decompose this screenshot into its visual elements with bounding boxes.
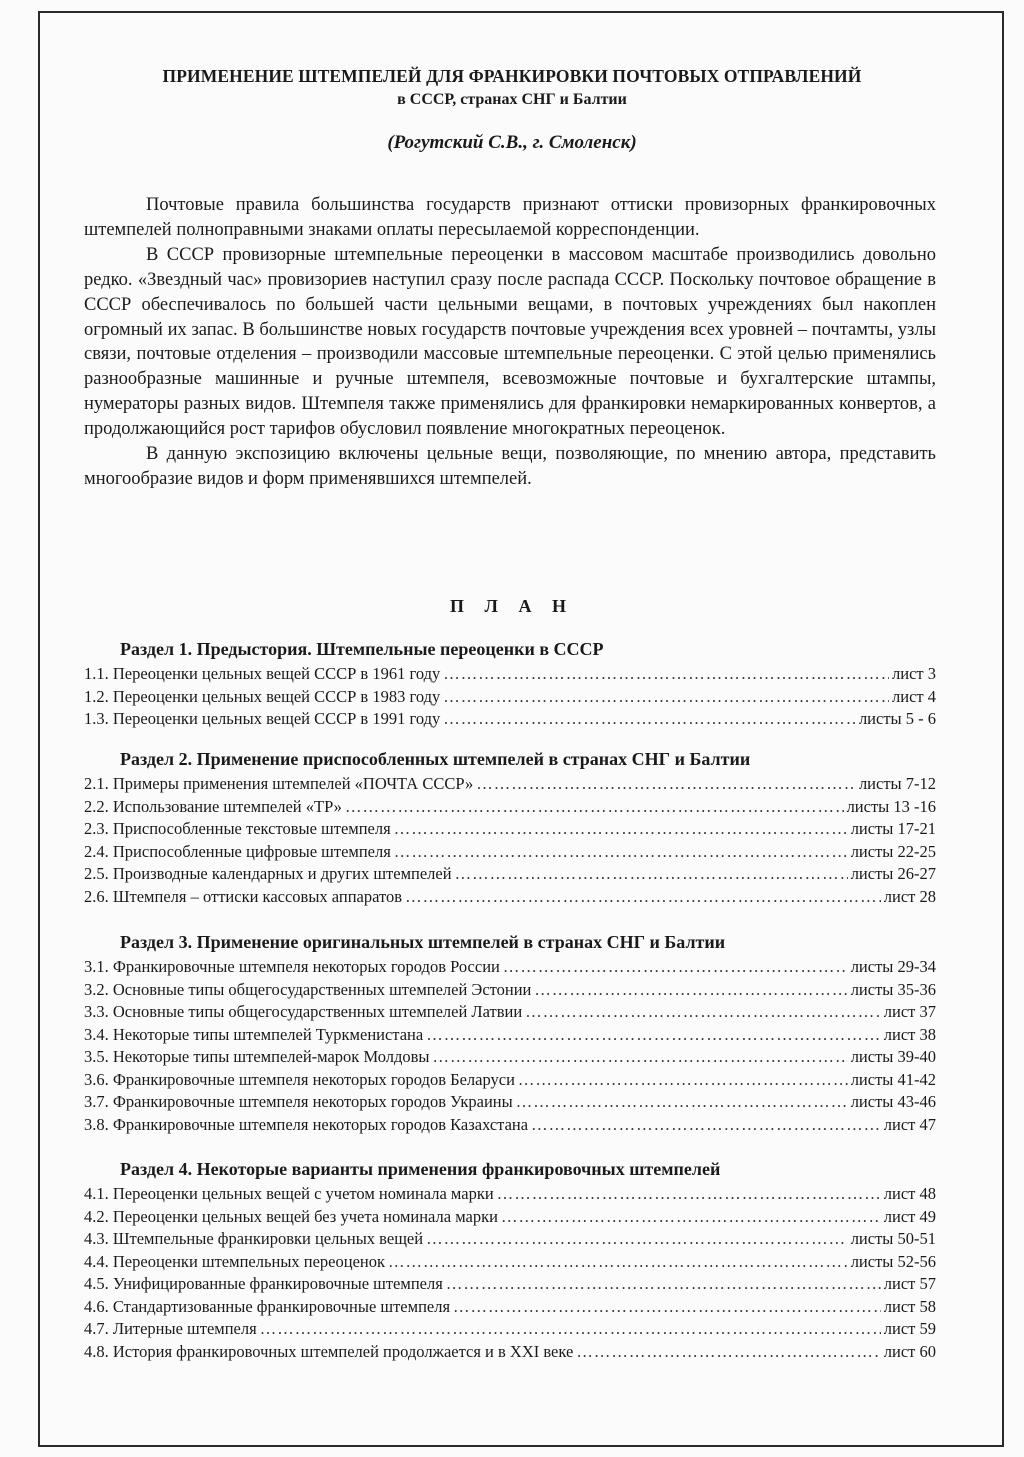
- toc-row: [84, 1341, 944, 1364]
- toc-row: [84, 796, 944, 819]
- toc-row: [84, 1091, 944, 1114]
- toc-page: листы 50-51: [850, 1229, 936, 1248]
- section-1: [84, 637, 944, 731]
- document-subtitle: в СССР, странах СНГ и Балтии: [397, 91, 627, 108]
- toc-row: [84, 841, 944, 864]
- document-title: ПРИМЕНЕНИЕ ШТЕМПЕЛЕЙ ДЛЯ ФРАНКИРОВКИ ПОЧТОВЫХ ОТПРАВЛЕНИЙ: [162, 66, 862, 86]
- toc-row: [84, 886, 944, 909]
- toc-page: листы 7-12: [858, 774, 936, 793]
- toc-item: 1.2. Переоценки цельных вещей СССР в 1983 году: [84, 686, 441, 706]
- toc-row: [84, 1206, 944, 1229]
- toc-item: 3.6. Франкировочные штемпеля некоторых городов Беларуси: [84, 1069, 515, 1089]
- toc-page: листы 41-42: [850, 1069, 936, 1089]
- toc-item: 3.8. Франкировочные штемпеля некоторых городов Казахстана: [84, 1114, 529, 1134]
- toc-row: [84, 1296, 944, 1319]
- toc-row: [84, 686, 944, 709]
- toc-page: листы 13 -16: [846, 796, 936, 816]
- section-heading: Раздел 2. Применение приспособленных штемпелей в странах СНГ и Балтии: [120, 749, 751, 769]
- toc-row: [84, 1069, 944, 1092]
- toc-item: 4.8. История франкировочных штемпелей продолжается и в XXI веке: [84, 1341, 574, 1361]
- toc-item: 3.1. Франкировочные штемпеля некоторых городов России: [84, 957, 500, 976]
- toc-row: [84, 1273, 944, 1296]
- toc-page: лист 28: [883, 886, 936, 906]
- toc-item: 4.7. Литерные штемпеля: [84, 1319, 257, 1338]
- toc-page: лист 4: [892, 686, 936, 706]
- toc-page: лист 58: [883, 1296, 936, 1316]
- intro-paragraph: Почтовые правила большинства государств признают оттиски провизорных франкировочных штемпелей полноправными знаками оплаты пересылаемой корреспонденции.: [84, 195, 936, 240]
- toc-item: 2.1. Примеры применения штемпелей «ПОЧТА СССР»: [84, 774, 474, 793]
- toc-item: 2.3. Приспособленные текстовые штемпеля: [84, 819, 391, 838]
- toc-row: [84, 663, 944, 686]
- toc-page: лист 37: [883, 1002, 936, 1021]
- toc-page: лист 48: [883, 1184, 936, 1203]
- toc-page: листы 26-27: [850, 864, 936, 883]
- toc-item: 2.5. Производные календарных и других штемпелей: [84, 864, 452, 883]
- toc-page: листы 22-25: [850, 841, 936, 861]
- toc-item: 3.3. Основные типы общегосударственных штемпелей Латвии: [84, 1002, 523, 1021]
- toc-item: 4.5. Унифицированные франкировочные штемпеля: [84, 1274, 443, 1293]
- toc-row: [84, 1183, 944, 1206]
- toc-item: 4.1. Переоценки цельных вещей с учетом номинала марки: [84, 1184, 494, 1203]
- toc-page: листы 29-34: [850, 957, 936, 976]
- toc-page: лист 47: [883, 1114, 936, 1134]
- toc-page: лист 3: [892, 664, 936, 683]
- toc-item: 3.5. Некоторые типы штемпелей-марок Молдовы: [84, 1047, 430, 1066]
- toc-item: 2.4. Приспособленные цифровые штемпеля: [84, 841, 391, 861]
- toc-page: лист 49: [883, 1206, 936, 1226]
- toc-item: 4.4. Переоценки штемпельных переоценок: [84, 1251, 386, 1271]
- section-heading: Раздел 3. Применение оригинальных штемпелей в странах СНГ и Балтии: [120, 932, 726, 952]
- toc-page: листы 5 - 6: [858, 709, 936, 728]
- toc-item: 1.3. Переоценки цельных вещей СССР в 1991 году: [84, 709, 441, 728]
- section-heading: Раздел 1. Предыстория. Штемпельные переоценки в СССР: [120, 639, 604, 659]
- toc-page: лист 57: [883, 1274, 936, 1293]
- toc-item: 1.1. Переоценки цельных вещей СССР в 1961 году: [84, 664, 441, 683]
- section-heading: Раздел 4. Некоторые варианты применения франкировочных штемпелей: [120, 1159, 721, 1179]
- toc-page: листы 17-21: [850, 819, 936, 838]
- intro-text: [84, 193, 936, 492]
- toc-row: [84, 979, 944, 1002]
- toc-row: [84, 773, 944, 796]
- toc-row: [84, 1001, 944, 1024]
- section-2: [84, 747, 944, 908]
- toc-page: листы 39-40: [850, 1047, 936, 1066]
- toc-row: [84, 818, 944, 841]
- section-3: [84, 930, 944, 1136]
- toc-item: 3.7. Франкировочные штемпеля некоторых городов Украины: [84, 1092, 513, 1111]
- toc-page: лист 59: [883, 1319, 936, 1338]
- toc-page: лист 60: [883, 1341, 936, 1361]
- toc-row: [84, 1024, 944, 1047]
- toc-row: [84, 708, 944, 731]
- toc-page: лист 38: [883, 1024, 936, 1044]
- toc-item: 2.6. Штемпеля – оттиски кассовых аппаратов: [84, 886, 403, 906]
- toc-item: 4.3. Штемпельные франкировки цельных вещей: [84, 1229, 424, 1248]
- toc-row: [84, 1228, 944, 1251]
- toc-row: [84, 863, 944, 886]
- section-4: [84, 1157, 944, 1363]
- toc-row: [84, 956, 944, 979]
- toc-item: 4.2. Переоценки цельных вещей без учета номинала марки: [84, 1206, 498, 1226]
- toc-page: листы 43-46: [850, 1092, 936, 1111]
- toc-item: 4.6. Стандартизованные франкировочные штемпеля: [84, 1296, 451, 1316]
- plan-heading: П Л А Н: [450, 596, 574, 616]
- toc-row: [84, 1046, 944, 1069]
- toc-row: [84, 1318, 944, 1341]
- intro-paragraph: В данную экспозицию включены цельные вещи, позволяющие, по мнению автора, представить многообразие видов и форм применявшихся штемпелей.: [84, 444, 936, 489]
- toc-page: листы 52-56: [850, 1251, 936, 1271]
- toc-page: листы 35-36: [850, 979, 936, 999]
- intro-paragraph: В СССР провизорные штемпельные переоценки в массовом масштабе производились довольно редко. «Звездный час» провизориев наступил сразу после распада СССР. Поскольку почтовое обращение в СССР обеспечивалось по большей части цельными вещами, в почтовых учреждениях был накоплен огромный их запас. В большинстве новых государств почтовые учреждения всех уровней – почтамты, узлы связи, почтовые отделения – производили массовые штемпельные переоценки. С этой целью применялись разнообразные машинные и ручные штемпеля, всевозможные почтовые и бухгалтерские штампы, нумераторы разных видов. Штемпеля также применялись для франкировки немаркированных конвертов, а продолжающийся рост тарифов обусловил появление многократных переоценок.: [84, 244, 936, 440]
- toc-row: [84, 1114, 944, 1137]
- toc-item: 3.2. Основные типы общегосударственных штемпелей Эстонии: [84, 979, 532, 999]
- toc-row: [84, 1251, 944, 1274]
- author-line: (Рогутский С.В., г. Смоленск): [387, 132, 637, 153]
- toc-item: 2.2. Использование штемпелей «ТР»: [84, 796, 342, 816]
- toc-item: 3.4. Некоторые типы штемпелей Туркменистана: [84, 1024, 424, 1044]
